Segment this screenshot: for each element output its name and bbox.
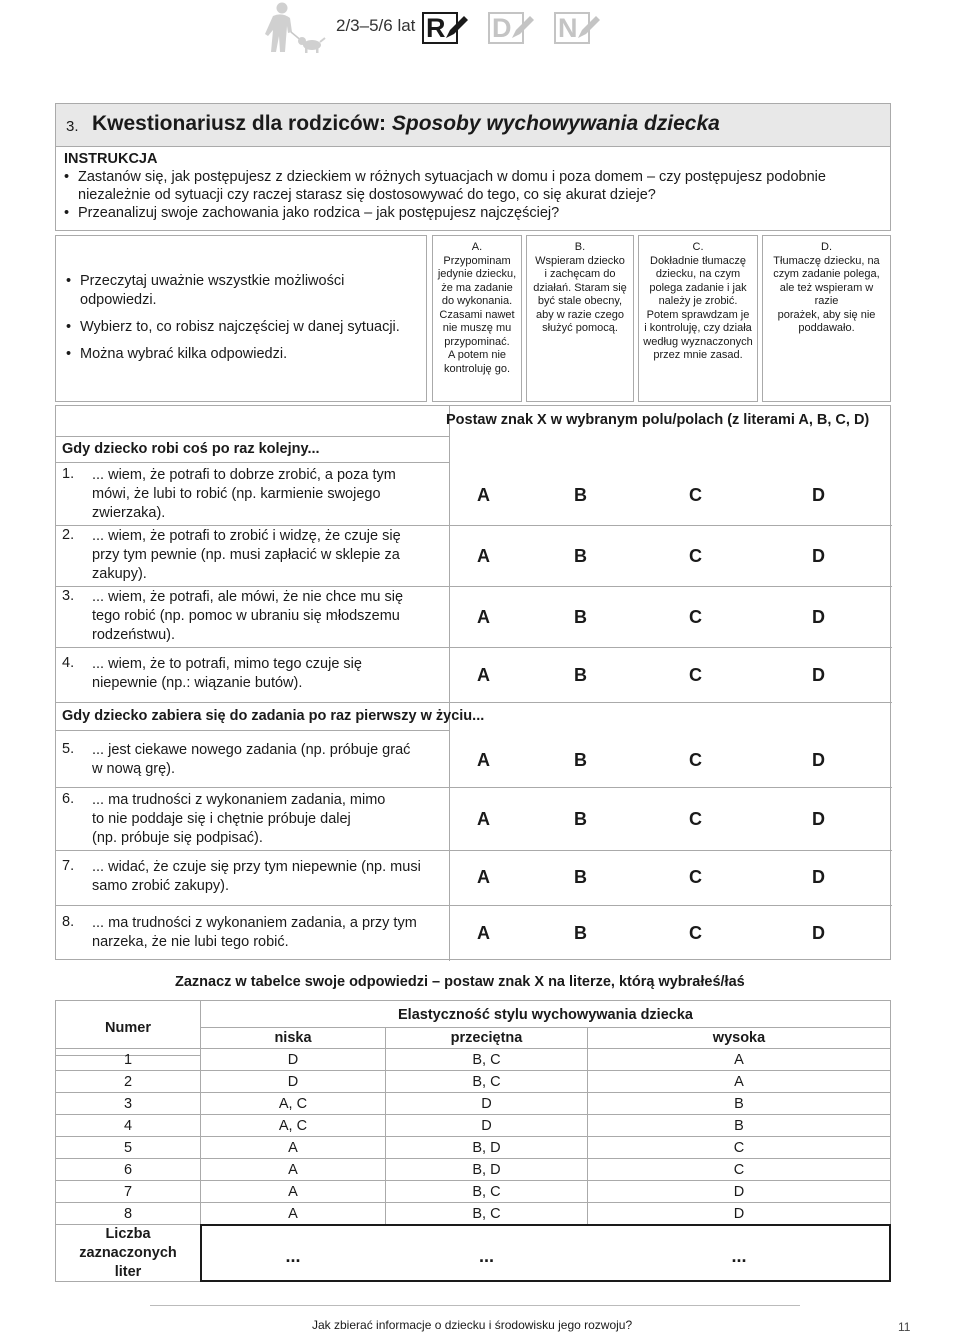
choice-b[interactable]: B <box>574 665 587 685</box>
row-low[interactable]: D <box>200 1048 386 1071</box>
row-num: 4 <box>55 1114 201 1137</box>
row-divider <box>56 525 892 526</box>
option-line: służyć pomocą. <box>542 322 618 334</box>
row-low[interactable]: A <box>200 1202 386 1225</box>
header-low: niska <box>200 1027 386 1049</box>
choice-a[interactable]: A <box>477 485 490 505</box>
option-line: przez mnie zasad. <box>653 349 743 361</box>
row-num: 7 <box>55 1180 201 1203</box>
row-divider <box>56 647 892 648</box>
question-line: tego robić (np. pomoc w ubraniu się młodszemu <box>92 608 400 624</box>
choice-c[interactable]: C <box>689 546 702 566</box>
question-text <box>92 655 442 693</box>
letter-n-badge <box>554 12 606 44</box>
header-high: wysoka <box>587 1027 891 1049</box>
question-text <box>92 741 442 779</box>
question-line: ... wiem, że potrafi to zrobić i widzę, że czuje się <box>92 528 401 544</box>
choice-d[interactable]: D <box>812 867 825 887</box>
option-line: przypominać. <box>444 335 510 348</box>
row-divider <box>56 462 449 463</box>
pencil-icon <box>444 14 468 40</box>
choice-d[interactable]: D <box>812 750 825 770</box>
results-table <box>55 970 891 1282</box>
option-line: jedynie dziecku, <box>437 268 517 280</box>
option-line: do wykonania. <box>441 295 513 307</box>
choice-a[interactable]: A <box>477 750 490 770</box>
option-line: poddawało. <box>798 322 855 334</box>
choice-a[interactable]: A <box>477 923 490 943</box>
letter-d: D <box>492 13 512 43</box>
instructions-heading: INSTRUKCJA <box>64 151 158 167</box>
count-low[interactable]: ... <box>285 1245 301 1266</box>
question-line: ... wiem, że to potrafi, mimo tego czuje się <box>92 656 362 672</box>
header-group: Elastyczność stylu wychowywania dziecka <box>200 1000 891 1028</box>
option-line: dziecku, na czym <box>655 268 741 280</box>
question-number: 1. <box>62 466 75 482</box>
choice-d[interactable]: D <box>812 546 825 566</box>
option-line: nie muszę mu <box>442 322 512 334</box>
question-line: zakupy). <box>92 566 147 582</box>
choice-a[interactable]: A <box>477 546 490 566</box>
row-mid[interactable]: D <box>385 1114 588 1137</box>
letter-r: R <box>426 13 446 43</box>
option-letter: D. <box>821 241 832 253</box>
choice-d[interactable]: D <box>812 485 825 505</box>
question-line: ... ma trudności z wykonaniem zadania, mimo <box>92 792 386 808</box>
option-line: A potem nie <box>447 349 507 361</box>
pencil-icon <box>576 14 600 40</box>
row-divider <box>56 586 892 587</box>
option-line: aby w razie czego <box>535 308 625 321</box>
row-divider <box>56 787 892 788</box>
option-line: być stale obecny, <box>537 295 623 307</box>
footer-text: Jak zbierać informacje o dziecku i środowisku jego rozwoju? <box>312 1318 633 1332</box>
option-line: Dokładnie tłumaczę <box>650 254 746 267</box>
row-num: 2 <box>55 1070 201 1093</box>
choice-d[interactable]: D <box>812 665 825 685</box>
option-b-description <box>526 235 634 402</box>
section2-heading: Gdy dziecko zabiera się do zadania po raz pierwszy w życiu... <box>62 708 485 724</box>
option-line: polega zadanie i jak <box>649 281 747 294</box>
question-line: rodzeństwu). <box>92 627 176 643</box>
questions-instruction: Postaw znak X w wybranym polu/polach (z literami A, B, C, D) <box>446 412 870 428</box>
row-high[interactable]: B <box>587 1092 891 1115</box>
question-number: 5. <box>62 741 75 757</box>
guidance-item: • Przeczytaj uważnie wszystkie możliwości odpowiedzi. <box>66 272 414 310</box>
row-mid[interactable]: D <box>385 1092 588 1115</box>
question-text <box>92 588 442 645</box>
row-low[interactable]: A, C <box>200 1114 386 1137</box>
option-line: Tłumaczę dziecku, na <box>773 254 880 267</box>
row-mid[interactable]: B, C <box>385 1202 588 1225</box>
question-number: 6. <box>62 791 75 807</box>
row-num: 1 <box>55 1048 201 1071</box>
choice-b[interactable]: B <box>574 867 587 887</box>
question-line: ... widać, że czuje się przy tym niepewnie (np. musi <box>92 859 421 875</box>
row-divider <box>56 436 449 437</box>
row-mid[interactable]: B, D <box>385 1158 588 1181</box>
question-text <box>92 858 442 896</box>
question-line: mówi, że lubi to robić (np. karmienie swojego <box>92 486 381 502</box>
row-num: 3 <box>55 1092 201 1115</box>
instruction-item: • Zastanów się, jak postępujesz z dzieckiem w różnych sytuacjach w domu i poza domem – czy postępujesz podobnie niezależnie od sytuacji czy raczej starasz się dostosowywać do tego, co się akurat dzieje? <box>64 168 882 204</box>
count-label-line: zaznaczonych <box>79 1244 177 1261</box>
questions-table <box>55 405 891 960</box>
question-number: 2. <box>62 527 75 543</box>
choice-d[interactable]: D <box>812 923 825 943</box>
question-line: ... wiem, że potrafi to dobrze zrobić, a poza tym <box>92 467 396 483</box>
page-header <box>0 0 960 60</box>
header-numer: Numer <box>55 1000 201 1056</box>
option-line: porażek, aby się nie <box>777 308 876 321</box>
question-text <box>92 466 442 523</box>
question-line: w nową grę). <box>92 761 176 777</box>
guidance-item: • Wybierz to, co robisz najczęściej w danej sytuacji. <box>66 318 414 337</box>
header-mid: przeciętna <box>385 1027 588 1049</box>
row-high[interactable]: A <box>587 1048 891 1071</box>
letter-r-badge <box>422 12 474 44</box>
option-line: ale też wspieram w razie <box>779 281 874 307</box>
choice-c[interactable]: C <box>689 923 702 943</box>
choice-c[interactable]: C <box>689 809 702 829</box>
instruction-item: • Przeanalizuj swoje zachowania jako rodzica – jak postępujesz najczęściej? <box>64 204 882 222</box>
row-divider <box>56 850 892 851</box>
choice-c[interactable]: C <box>689 665 702 685</box>
option-c-description <box>638 235 758 402</box>
question-number: 7. <box>62 858 75 874</box>
option-line: Wspieram dziecko <box>535 254 625 267</box>
choice-b[interactable]: B <box>574 546 587 566</box>
option-line: kontroluję go. <box>443 362 511 375</box>
question-number: 4. <box>62 655 75 671</box>
column-divider <box>449 406 450 961</box>
question-line: ... jest ciekawe nowego zadania (np. próbuje grać <box>92 742 411 758</box>
pencil-icon <box>510 14 534 40</box>
option-line: Czasami nawet <box>439 308 515 321</box>
option-a-description <box>432 235 522 402</box>
choice-b[interactable]: B <box>574 750 587 770</box>
choice-c[interactable]: C <box>689 607 702 627</box>
row-mid[interactable]: B, C <box>385 1180 588 1203</box>
row-high[interactable]: C <box>587 1158 891 1181</box>
section1-heading: Gdy dziecko robi coś po raz kolejny... <box>62 441 320 457</box>
option-line: Potem sprawdzam je <box>646 308 750 321</box>
row-mid[interactable]: B, C <box>385 1048 588 1071</box>
question-line: ... ma trudności z wykonaniem zadania, a przy tym <box>92 915 417 931</box>
choice-a[interactable]: A <box>477 867 490 887</box>
option-line: i kontroluję, czy działa <box>644 322 752 334</box>
count-mid[interactable]: ... <box>478 1245 494 1266</box>
section-title-italic: Sposoby wychowywania dziecka <box>391 112 720 135</box>
question-line: zwierzaka). <box>92 505 166 521</box>
age-range-label: 2/3–5/6 lat <box>336 16 416 35</box>
option-line: czym zadanie polega, <box>773 268 880 280</box>
choice-c[interactable]: C <box>689 867 702 887</box>
row-divider <box>56 702 892 703</box>
question-line: (np. próbuje się podpisać). <box>92 830 263 846</box>
choice-b[interactable]: B <box>574 607 587 627</box>
section-title <box>92 112 720 136</box>
option-line: i zachęcam do <box>544 268 616 280</box>
letter-d-badge <box>488 12 540 44</box>
question-line: narzeka, że nie lubi tego robić. <box>92 934 289 950</box>
row-divider <box>56 730 449 731</box>
footer-divider <box>150 1305 800 1306</box>
row-high[interactable]: D <box>587 1180 891 1203</box>
count-label <box>55 1224 201 1282</box>
choice-d[interactable]: D <box>812 607 825 627</box>
option-line: że ma zadanie <box>441 281 513 294</box>
option-line: działań. Staram się <box>533 281 627 294</box>
guidance-item: • Można wybrać kilka odpowiedzi. <box>66 345 414 364</box>
row-low[interactable]: A, C <box>200 1092 386 1115</box>
count-high[interactable]: ... <box>731 1245 747 1266</box>
choice-d[interactable]: D <box>812 809 825 829</box>
choice-b[interactable]: B <box>574 923 587 943</box>
row-high[interactable]: D <box>587 1202 891 1225</box>
row-mid[interactable]: B, C <box>385 1070 588 1093</box>
option-d-description <box>762 235 891 402</box>
choice-b[interactable]: B <box>574 809 587 829</box>
page-number: 11 <box>898 1320 911 1333</box>
row-high[interactable]: C <box>587 1136 891 1159</box>
option-letter: A. <box>471 241 483 253</box>
question-text <box>92 914 442 952</box>
results-caption: Zaznacz w tabelce swoje odpowiedzi – postaw znak X na literze, którą wybrałeś/łaś <box>175 974 745 990</box>
choice-a[interactable]: A <box>477 607 490 627</box>
adult-with-dog-icon <box>258 2 328 54</box>
question-line: przy tym pewnie (np. musi zapłacić w sklepie za <box>92 547 400 563</box>
letter-n: N <box>558 13 578 43</box>
section-number: 3. <box>66 118 79 135</box>
question-line: niepewnie (np.: wiązanie butów). <box>92 675 303 691</box>
section-title-main: Kwestionariusz dla rodziców: <box>92 112 392 135</box>
row-high[interactable]: A <box>587 1070 891 1093</box>
option-letter: B. <box>574 241 586 253</box>
row-low[interactable]: A <box>200 1180 386 1203</box>
choice-a[interactable]: A <box>477 809 490 829</box>
option-line: Przypominam <box>443 254 511 267</box>
row-num: 5 <box>55 1136 201 1159</box>
row-num: 8 <box>55 1202 201 1225</box>
results-grid <box>55 1000 891 1282</box>
count-label-line: liter <box>114 1263 142 1280</box>
row-divider <box>56 905 892 906</box>
row-low[interactable]: A <box>200 1136 386 1159</box>
choice-c[interactable]: C <box>689 485 702 505</box>
row-low[interactable]: D <box>200 1070 386 1093</box>
question-line: to nie poddaje się i chętnie próbuje dalej <box>92 811 351 827</box>
question-text <box>92 527 442 584</box>
row-low[interactable]: A <box>200 1158 386 1181</box>
question-number: 3. <box>62 588 75 604</box>
question-line: ... wiem, że potrafi, ale mówi, że nie chce mu się <box>92 589 404 605</box>
option-line: należy je zrobić. <box>658 295 738 307</box>
row-mid[interactable]: B, D <box>385 1136 588 1159</box>
count-label-line: Liczba <box>105 1225 151 1242</box>
guidance-box <box>55 235 427 402</box>
question-number: 8. <box>62 914 75 930</box>
instructions-box <box>55 147 891 231</box>
choice-a[interactable]: A <box>477 665 490 685</box>
question-line: samo zrobić zakupy). <box>92 878 229 894</box>
choice-c[interactable]: C <box>689 750 702 770</box>
option-line: według wyznaczonych <box>643 335 753 348</box>
choice-b[interactable]: B <box>574 485 587 505</box>
row-num: 6 <box>55 1158 201 1181</box>
section-title-bar <box>55 103 891 147</box>
option-letter: C. <box>692 241 704 253</box>
question-text <box>92 791 442 848</box>
row-high[interactable]: B <box>587 1114 891 1137</box>
